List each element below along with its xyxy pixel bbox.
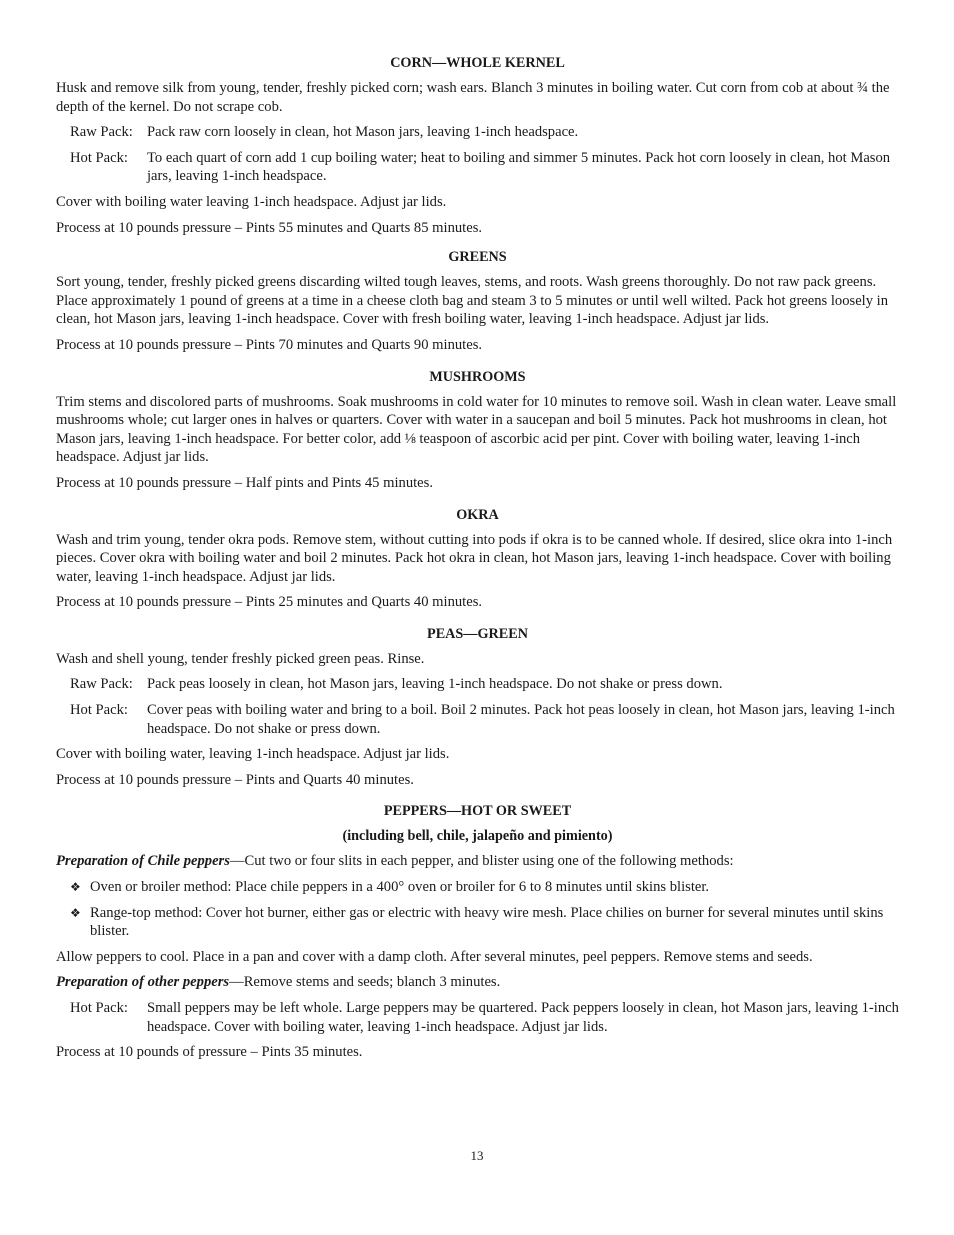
- cover-instruction: Cover with boiling water leaving 1-inch headspace. Adjust jar lids.: [56, 193, 447, 210]
- section-peppers: [56, 802, 899, 1061]
- chile-preparation: [56, 852, 899, 871]
- diamond-bullet-icon: ❖: [70, 880, 81, 895]
- section-title: GREENS: [448, 249, 507, 266]
- chile-preparation-lead: Preparation of Chile peppers: [56, 853, 230, 870]
- section-subtitle: (including bell, chile, jalapeño and pimiento): [342, 828, 613, 845]
- section-title: PEPPERS—HOT OR SWEET: [383, 803, 572, 820]
- cover-instruction: Cover with boiling water, leaving 1-inch headspace. Adjust jar lids.: [56, 746, 450, 763]
- section-body: Trim stems and discolored parts of mushrooms. Soak mushrooms in cold water for 10 minutes to remove soil. Wash in clean water. Leave small mushrooms whole; cut larger ones in halves or quarters. Cover with water in a saucepan and boil 5 minutes. Pack hot mushrooms in clean, hot Mason jars, leaving 1-inch headspace. For better color, add ⅛ teaspoon of ascorbic acid per pint. Cover with boiling water, leaving 1-inch headspace. Adjust jar lids.: [56, 393, 897, 466]
- pack-text: To each quart of corn add 1 cup boiling water; heat to boiling and simmer 5 minutes. Pack hot corn loosely in clean, hot Mason jars, leaving 1-inch headspace.: [147, 149, 891, 185]
- section-intro: Husk and remove silk from young, tender, freshly picked corn; wash ears. Blanch 3 minutes in boiling water. Cut corn from cob at about ¾ the depth of the kernel. Do not scrape cob.: [56, 80, 890, 115]
- process-instruction: Process at 10 pounds pressure – Pints 70 minutes and Quarts 90 minutes.: [56, 336, 483, 353]
- section-mushrooms: [56, 368, 899, 493]
- section-title: CORN—WHOLE KERNEL: [390, 55, 565, 71]
- bullet-text: Range-top method: Cover hot burner, either gas or electric with heavy wire mesh. Place chilies on burner for several minutes until skins blister.: [90, 904, 884, 940]
- pack-text: Cover peas with boiling water and bring to a boil. Boil 2 minutes. Pack hot peas loosely in clean, hot Mason jars, leaving 1-inch headspace. Do not shake or press down.: [147, 702, 895, 737]
- section-peas: [56, 625, 899, 790]
- section-intro: Wash and shell young, tender freshly picked green peas. Rinse.: [56, 650, 425, 667]
- pack-label: Raw Pack:: [70, 676, 133, 693]
- chile-preparation-text: —Cut two or four slits in each pepper, and blister using one of the following methods:: [229, 853, 734, 870]
- section-greens: [56, 248, 899, 354]
- bullet-text: Oven or broiler method: Place chile peppers in a 400° oven or broiler for 6 to 8 minutes until skins blister.: [90, 879, 710, 896]
- process-instruction: Process at 10 pounds pressure – Half pints and Pints 45 minutes.: [56, 474, 433, 491]
- other-preparation-text: —Remove stems and seeds; blanch 3 minutes.: [229, 974, 501, 991]
- other-preparation-lead: Preparation of other peppers: [56, 974, 230, 991]
- process-instruction: Process at 10 pounds pressure – Pints 25 minutes and Quarts 40 minutes.: [56, 594, 483, 611]
- pack-text: Pack raw corn loosely in clean, hot Mason jars, leaving 1-inch headspace.: [147, 124, 579, 141]
- process-instruction: Process at 10 pounds of pressure – Pints 35 minutes.: [56, 1044, 363, 1061]
- pack-text: Pack peas loosely in clean, hot Mason jars, leaving 1-inch headspace. Do not shake or press down.: [147, 676, 723, 693]
- pack-label: Raw Pack:: [70, 124, 133, 141]
- section-okra: [56, 506, 899, 612]
- section-title: PEAS—GREEN: [427, 625, 528, 642]
- cool-instruction: Allow peppers to cool. Place in a pan and cover with a damp cloth. After several minutes, peel peppers. Remove stems and seeds.: [56, 948, 813, 965]
- pack-label: Hot Pack:: [70, 702, 128, 719]
- section-body: Wash and trim young, tender okra pods. Remove stem, without cutting into pods if okra is to be canned whole. If desired, slice okra into 1-inch pieces. Cover okra with boiling water and boil 2 minutes. Pack hot okra in clean, hot Mason jars, leaving 1-inch headspace. Cover with boiling water, leaving 1-inch headspace. Adjust jar lids.: [56, 531, 893, 585]
- process-instruction: Process at 10 pounds pressure – Pints 55 minutes and Quarts 85 minutes.: [56, 219, 483, 236]
- other-preparation: [56, 973, 899, 992]
- section-corn: [56, 54, 899, 237]
- bullet-item: [70, 878, 899, 897]
- raw-pack-row: [70, 675, 899, 694]
- diamond-bullet-icon: ❖: [70, 905, 81, 920]
- bullet-item: [70, 904, 899, 941]
- hot-pack-row: [70, 149, 899, 186]
- section-title: OKRA: [456, 506, 499, 523]
- section-title: MUSHROOMS: [429, 368, 526, 385]
- document-page: [56, 54, 899, 1069]
- hot-pack-row: [70, 999, 899, 1036]
- hot-pack-row: [70, 701, 899, 738]
- pack-label: Hot Pack:: [70, 1000, 128, 1016]
- pack-text: Small peppers may be left whole. Large peppers may be quartered. Pack peppers loosely in clean, hot Mason jars, leaving 1-inch headspace. Cover with boiling water, leaving 1-inch headspace. Adjust jar lids.: [147, 1000, 899, 1035]
- pack-label: Hot Pack:: [70, 149, 128, 166]
- raw-pack-row: [70, 123, 899, 142]
- page-number: 13: [470, 1148, 484, 1163]
- process-instruction: Process at 10 pounds pressure – Pints and Quarts 40 minutes.: [56, 771, 414, 788]
- section-body: Sort young, tender, freshly picked greens discarding wilted tough leaves, stems, and roots. Wash greens thoroughly. Do not raw pack greens. Place approximately 1 pound of greens at a time in a cheese cloth bag and steam 3 to 5 minutes or until well wilted. Pack hot greens loosely in clean, hot Mason jars, leaving 1-inch headspace. Cover with fresh boiling water, leaving 1-inch headspace. Adjust jar lids.: [56, 274, 889, 328]
